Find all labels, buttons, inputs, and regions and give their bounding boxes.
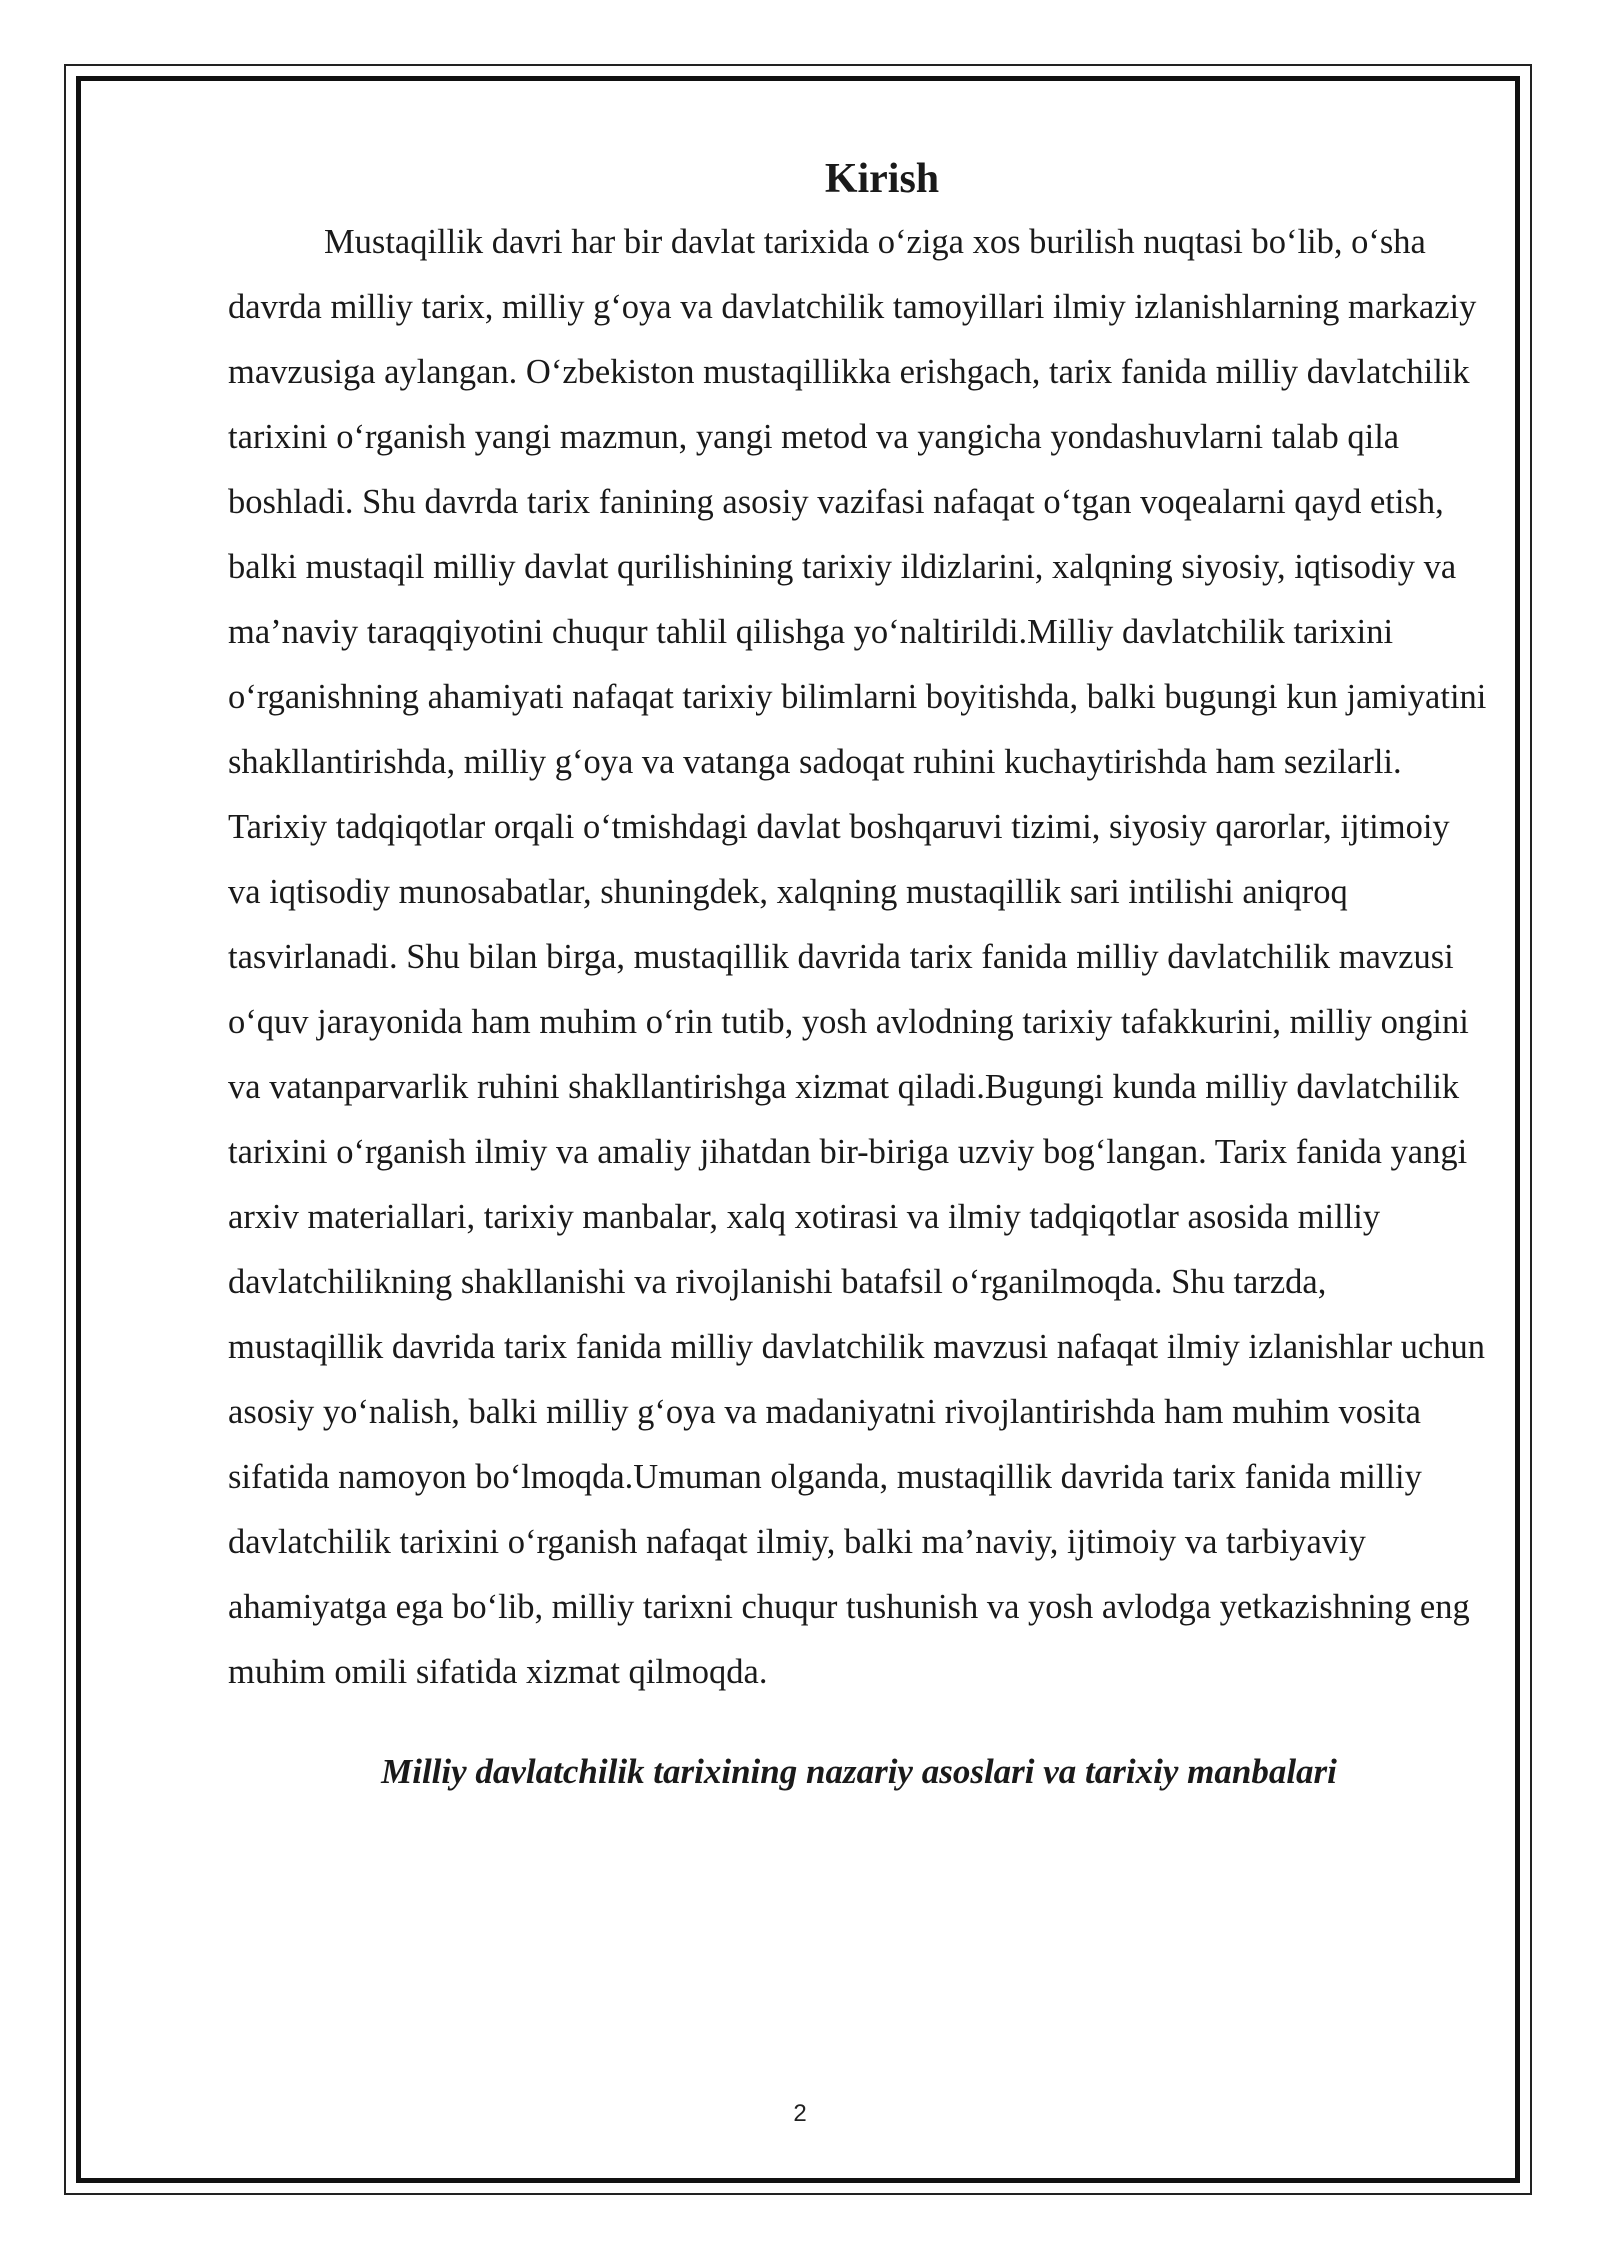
document-content [228, 150, 1490, 1797]
page-number: 2 [793, 2100, 807, 2127]
section-heading: Kirish [824, 156, 940, 202]
next-section-heading: Milliy davlatchilik tarixining nazariy asoslari va tarixiy manbalari [381, 1752, 1337, 1791]
body-paragraph: Mustaqillik davri har bir davlat tarixida o‘ziga xos burilish nuqtasi bo‘lib, o‘sha davrda milliy tarix, milliy g‘oya va davlatchilik tamoyillari ilmiy izlanishlarning markaziy mavzusiga aylangan. O‘zbekiston mustaqillikka erishgach, tarix fanida milliy davlatchilik tarixini o‘rganish yangi mazmun, yangi metod va yangicha yondashuvlarni talab qila boshladi. Shu davrda tarix fanining asosiy vazifasi nafaqat o‘tgan voqealarni qayd etish, balki mustaqil milliy davlat qurilishining tarixiy ildizlarini, xalqning siyosiy, iqtisodiy va ma’naviy taraqqiyotini chuqur tahlil qilishga yo‘naltirildi.Milliy davlatchilik tarixini o‘rganishning ahamiyati nafaqat tarixiy bilimlarni boyitishda, balki bugungi kun jamiyatini shakllantirishda, milliy g‘oya va vatanga sadoqat ruhini kuchaytirishda ham sezilarli. Tarixiy tadqiqotlar orqali o‘tmishdagi davlat boshqaruvi tizimi, siyosiy qarorlar, ijtimoiy va iqtisodiy munosabatlar, shuningdek, xalqning mustaqillik sari intilishi aniqroq tasvirlanadi. Shu bilan birga, mustaqillik davrida tarix fanida milliy davlatchilik mavzusi o‘quv jarayonida ham muhim o‘rin tutib, yosh avlodning tarixiy tafakkurini, milliy ongini va vatanparvarlik ruhini shakllantirishga xizmat qiladi.Bugungi kunda milliy davlatchilik tarixini o‘rganish ilmiy va amaliy jihatdan bir-biriga uzviy bog‘langan. Tarix fanida yangi arxiv materiallari, tarixiy manbalar, xalq xotirasi va ilmiy tadqiqotlar asosida milliy davlatchilikning shakllanishi va rivojlanishi batafsil o‘rganilmoqda. Shu tarzda, mustaqillik davrida tarix fanida milliy davlatchilik mavzusi nafaqat ilmiy izlanishlar uchun asosiy yo‘nalish, balki milliy g‘oya va madaniyatni rivojlantirishda ham muhim vosita sifatida namoyon bo‘lmoqda.Umuman olganda, mustaqillik davrida tarix fanida milliy davlatchilik tarixini o‘rganish nafaqat ilmiy, balki ma’naviy, ijtimoiy va tarbiyaviy ahamiyatga ega bo‘lib, milliy tarixni chuqur tushunish va yosh avlodga yetkazishning eng muhim omili sifatida xizmat qilmoqda. [228, 223, 1487, 1691]
